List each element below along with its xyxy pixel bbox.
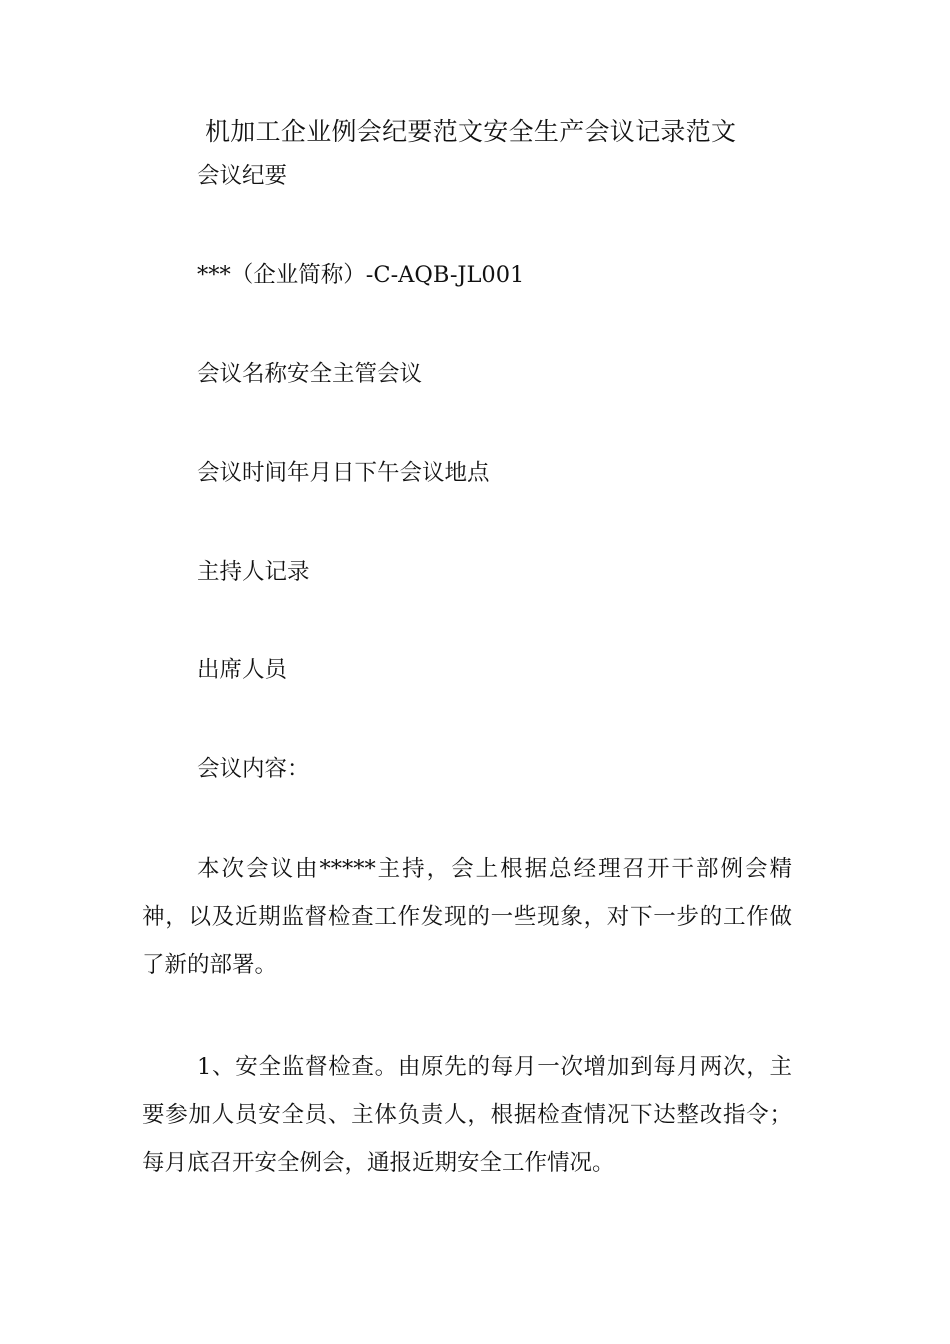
host-recorder-line: 主持人记录 xyxy=(197,559,310,585)
attendees-line: 出席人员 xyxy=(197,657,288,683)
document-code: ***（企业简称）-C-AQB-JL001 xyxy=(197,262,525,288)
meeting-name-line: 会议名称安全主管会议 xyxy=(197,361,423,387)
paragraph-item-1: 1、安全监督检查。由原先的每月一次增加到每月两次，主要参加人员安全员、主体负责人，根据检查情况下达整改指令；每月底召开安全例会，通报近期安全工作情况。 xyxy=(142,1054,792,1176)
heading-meeting-minutes: 会议纪要 xyxy=(197,163,288,189)
document-title: 机加工企业例会纪要范文安全生产会议记录范文 xyxy=(205,117,737,146)
meeting-time-location-line: 会议时间年月日下午会议地点 xyxy=(197,460,490,486)
meeting-content-heading: 会议内容： xyxy=(197,756,310,782)
paragraph-intro: 本次会议由*****主持，会上根据总经理召开干部例会精神，以及近期监督检查工作发现的一些现象，对下一步的工作做了新的部署。 xyxy=(142,856,792,978)
